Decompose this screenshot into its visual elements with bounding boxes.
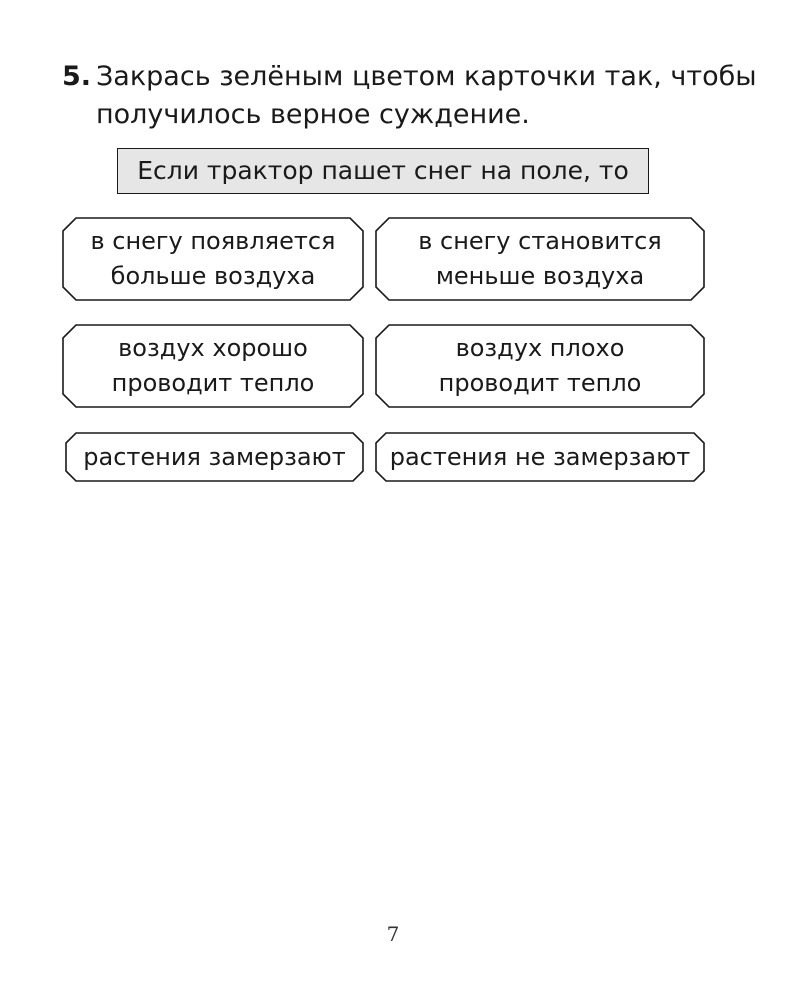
task-instruction-line-1: Закрась зелёным цветом карточки так, чтобы	[96, 61, 757, 92]
answer-card-text: в снегу появляется больше воздуха	[90, 227, 336, 290]
answer-card-5[interactable]	[65, 432, 364, 482]
answer-card-6[interactable]	[375, 432, 705, 482]
answer-card-2[interactable]	[375, 217, 705, 301]
answer-card-1[interactable]	[62, 217, 364, 301]
task-number: 5.	[62, 61, 92, 92]
task-instruction-line-2: получилось верное суждение.	[96, 99, 530, 130]
answer-card-text: воздух хорошо проводит тепло	[111, 334, 315, 397]
task-line-1	[62, 58, 757, 96]
answer-card-text: в снегу становится меньше воздуха	[418, 227, 662, 290]
task-5	[62, 58, 757, 134]
answer-card-3[interactable]	[62, 324, 364, 408]
answer-card-4[interactable]	[375, 324, 705, 408]
premise-text: Если трактор пашет снег на поле, то	[137, 156, 629, 185]
answer-card-text: воздух плохо проводит тепло	[438, 334, 642, 397]
answer-card-text: растения не замерзают	[389, 442, 691, 471]
answer-card-text: растения замерзают	[83, 442, 346, 471]
page-number: 7	[386, 922, 400, 946]
premise-box	[117, 148, 649, 194]
